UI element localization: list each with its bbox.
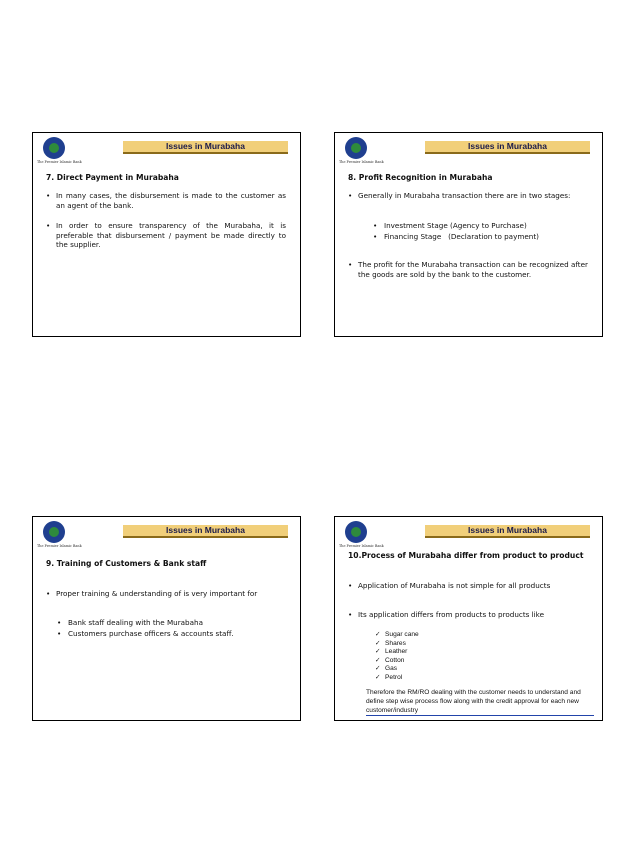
checkmark-icon: ✓ [375, 639, 381, 647]
check-text: Sugar cane [385, 631, 419, 638]
logo-text: The Premier Islamic Bank [37, 544, 82, 548]
bullet-item [348, 610, 588, 620]
logo-emblem-icon [43, 521, 65, 543]
slide-title: Issues in Murabaha [425, 141, 590, 154]
logo-text: The Premier Islamic Bank [37, 160, 82, 164]
logo-text: The Premier Islamic Bank [339, 160, 384, 164]
bullet-text: The profit for the Murabaha transaction can be recognized after the goods are sold by the bank to the customer. [358, 260, 588, 279]
bullet-icon: • [348, 610, 353, 619]
check-item [375, 640, 406, 649]
slide-9-training [32, 516, 301, 721]
slide-7-direct-payment [32, 132, 301, 337]
bullet-text: Its application differs from products to products like [358, 610, 544, 619]
sub-bullet-item [373, 232, 588, 242]
bullet-text: Proper training & understanding of is very important for [56, 589, 258, 598]
slide-heading: 9. Training of Customers & Bank staff [46, 559, 207, 568]
check-text: Gas [385, 665, 398, 672]
check-text: Petrol [385, 673, 403, 681]
check-item [375, 674, 402, 683]
sub-bullet-text: Customers purchase officers & accounts staff. [68, 629, 234, 638]
logo-emblem-icon [345, 137, 367, 159]
bullet-icon: • [348, 260, 353, 269]
bullet-icon: • [46, 221, 51, 230]
process-note: Therefore the RM/RO dealing with the customer needs to understand and define step wise process flow along with the credit approval for each new customer/industry [366, 689, 594, 716]
checkmark-icon: ✓ [375, 665, 381, 672]
check-item [375, 631, 419, 640]
bullet-icon: • [46, 191, 51, 200]
slide-heading: 7. Direct Payment in Murabaha [46, 173, 179, 182]
bullet-text: Generally in Murabaha transaction there are in two stages: [358, 191, 571, 200]
bank-logo [37, 137, 83, 167]
check-item [375, 665, 397, 674]
bullet-icon: • [348, 581, 353, 590]
checkmark-icon: ✓ [375, 648, 381, 655]
sub-bullet-text: Bank staff dealing with the Murabaha [68, 618, 203, 627]
bullet-item [46, 221, 286, 250]
bullet-icon: • [348, 191, 353, 200]
checkmark-icon: ✓ [375, 673, 381, 681]
bullet-icon: • [373, 232, 378, 241]
slide-title: Issues in Murabaha [425, 525, 590, 538]
bullet-icon: • [57, 618, 62, 627]
bullet-icon: • [57, 629, 62, 638]
sub-bullet-text: Financing Stage (Declaration to payment) [384, 232, 539, 241]
bullet-text: Application of Murabaha is not simple for all products [358, 581, 551, 590]
bullet-icon: • [46, 589, 51, 598]
slide-heading: 8. Profit Recognition in Murabaha [348, 173, 493, 182]
checkmark-icon: ✓ [375, 656, 381, 664]
sub-bullet-item [57, 629, 286, 639]
bullet-icon: • [373, 221, 378, 230]
slide-heading: 10.Process of Murabaha differ from product to product [348, 551, 584, 560]
sub-bullet-item [373, 221, 588, 231]
check-item [375, 648, 407, 657]
bank-logo [339, 521, 385, 551]
checkmark-icon: ✓ [375, 631, 381, 638]
slide-10-process [334, 516, 603, 721]
slide-8-profit-recognition [334, 132, 603, 337]
bullet-text: In many cases, the disbursement is made to the customer as an agent of the bank. [56, 191, 286, 210]
bank-logo [37, 521, 83, 551]
bullet-text: In order to ensure transparency of the Murabaha, it is preferable that disbursement / payment be made directly to the supplier. [56, 221, 286, 250]
bullet-item [348, 191, 588, 201]
bullet-item [46, 191, 286, 210]
logo-emblem-icon [43, 137, 65, 159]
sub-bullet-item [57, 618, 286, 628]
bullet-item [348, 260, 588, 279]
check-text: Cotton [385, 656, 405, 664]
logo-text: The Premier Islamic Bank [339, 544, 384, 548]
slide-title: Issues in Murabaha [123, 141, 288, 154]
logo-emblem-icon [345, 521, 367, 543]
check-item [375, 657, 404, 666]
bank-logo [339, 137, 385, 167]
bullet-item [46, 589, 286, 599]
check-text: Shares [385, 639, 406, 647]
check-text: Leather [385, 648, 408, 655]
sub-bullet-text: Investment Stage (Agency to Purchase) [384, 221, 527, 230]
slide-title: Issues in Murabaha [123, 525, 288, 538]
bullet-item [348, 581, 588, 591]
